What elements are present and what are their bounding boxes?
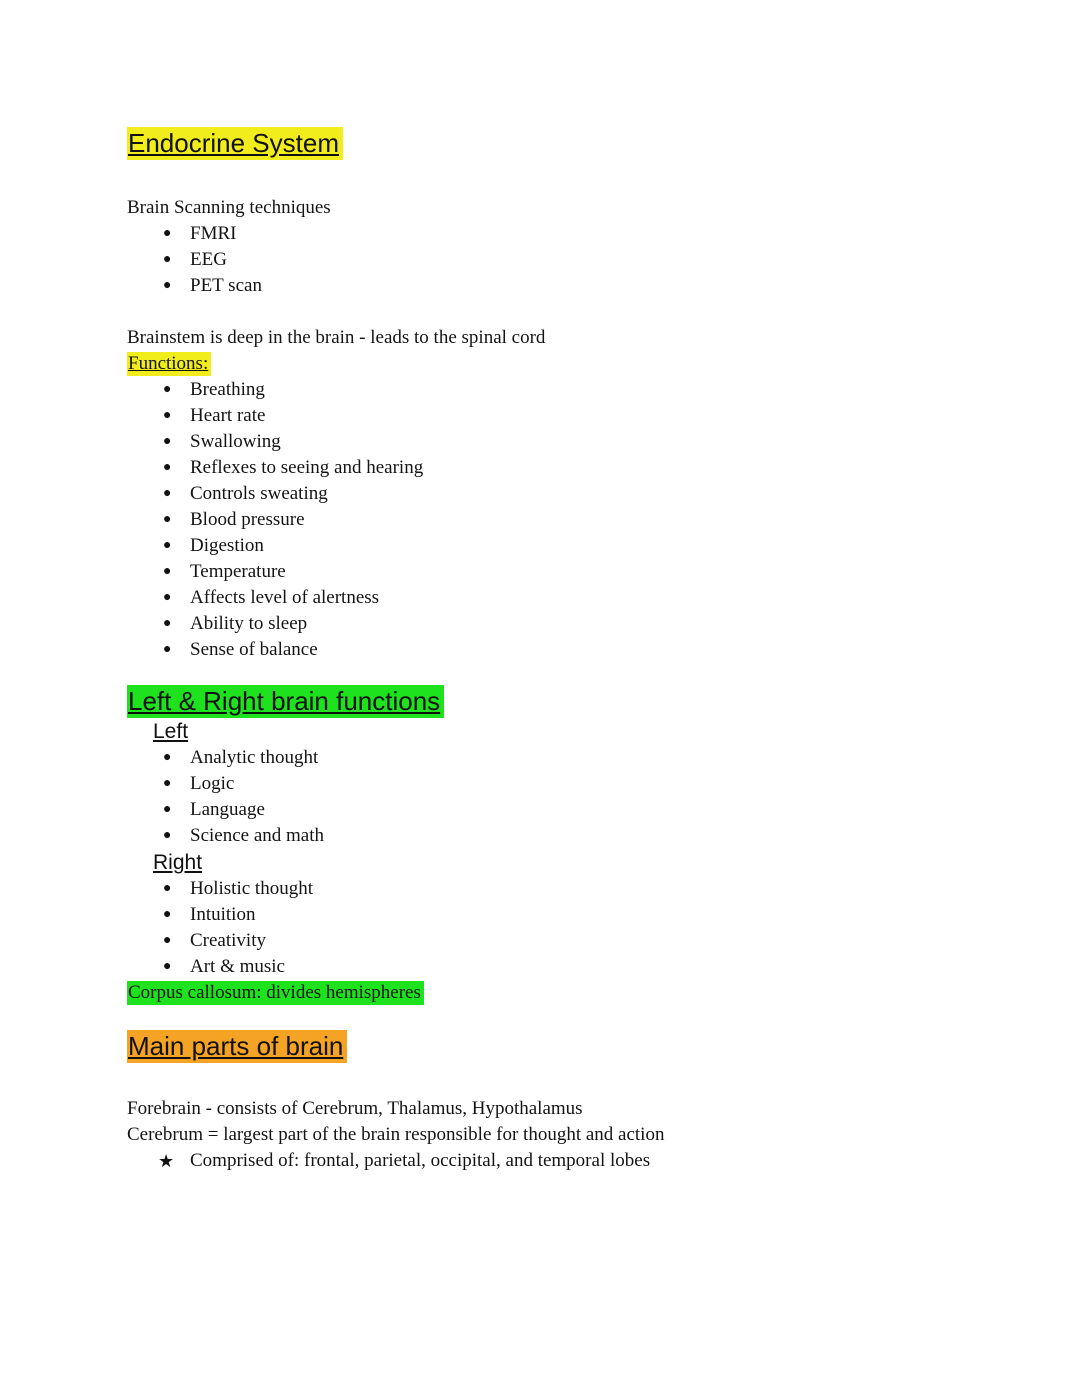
subheading-right: Right [153,851,203,874]
left-right-heading-line [127,685,960,718]
list-item: ● EEG [127,247,960,273]
list-item: ● Controls sweating [127,481,960,507]
subheading-left: Left [153,720,189,743]
list-item: ● Affects level of alertness [127,585,960,611]
list-item: ● Digestion [127,533,960,559]
list-item: ● Science and math [127,823,960,849]
list-item: ● Logic [127,771,960,797]
functions-label-line [127,351,960,377]
functions-label: Functions: [127,352,211,376]
corpus-callosum-note: Corpus callosum: divides hemispheres [127,981,424,1005]
list-item: ● Sense of balance [127,637,960,663]
list-item: ● Temperature [127,559,960,585]
list-item: ● Language [127,797,960,823]
list-item: ● PET scan [127,273,960,299]
list-item: ● Analytic thought [127,745,960,771]
list-item: ● Holistic thought [127,876,960,902]
left-brain-list [127,745,960,849]
main-parts-heading-line [127,1030,960,1063]
left-right-heading: Left & Right brain functions [127,685,444,718]
star-icon: ★ [158,1151,175,1171]
doc-title-heading [127,127,960,160]
list-item: ● Reflexes to seeing and hearing [127,455,960,481]
list-item: ● Breathing [127,377,960,403]
list-item: ● Creativity [127,928,960,954]
right-brain-list [127,876,960,980]
forebrain-line: Forebrain - consists of Cerebrum, Thalamus, Hypothalamus [127,1098,583,1119]
list-item: ● Heart rate [127,403,960,429]
list-item: ● Blood pressure [127,507,960,533]
list-item: ● Ability to sleep [127,611,960,637]
cerebrum-line: Cerebrum = largest part of the brain responsible for thought and action [127,1124,665,1145]
doc-title: Endocrine System [127,127,343,160]
scanning-list [127,221,960,299]
list-item: ● Intuition [127,902,960,928]
list-item: ● Swallowing [127,429,960,455]
brainstem-intro: Brainstem is deep in the brain - leads to the spinal cord [127,327,546,348]
main-parts-heading: Main parts of brain [127,1030,347,1063]
star-item-text: Comprised of: frontal, parietal, occipital, and temporal lobes [190,1150,651,1171]
scanning-intro: Brain Scanning techniques [127,197,331,218]
list-item: ● Art & music [127,954,960,980]
star-bullet-line [127,1148,960,1174]
list-item: ● FMRI [127,221,960,247]
brainstem-functions-list [127,377,960,663]
corpus-callosum-line [127,980,960,1006]
